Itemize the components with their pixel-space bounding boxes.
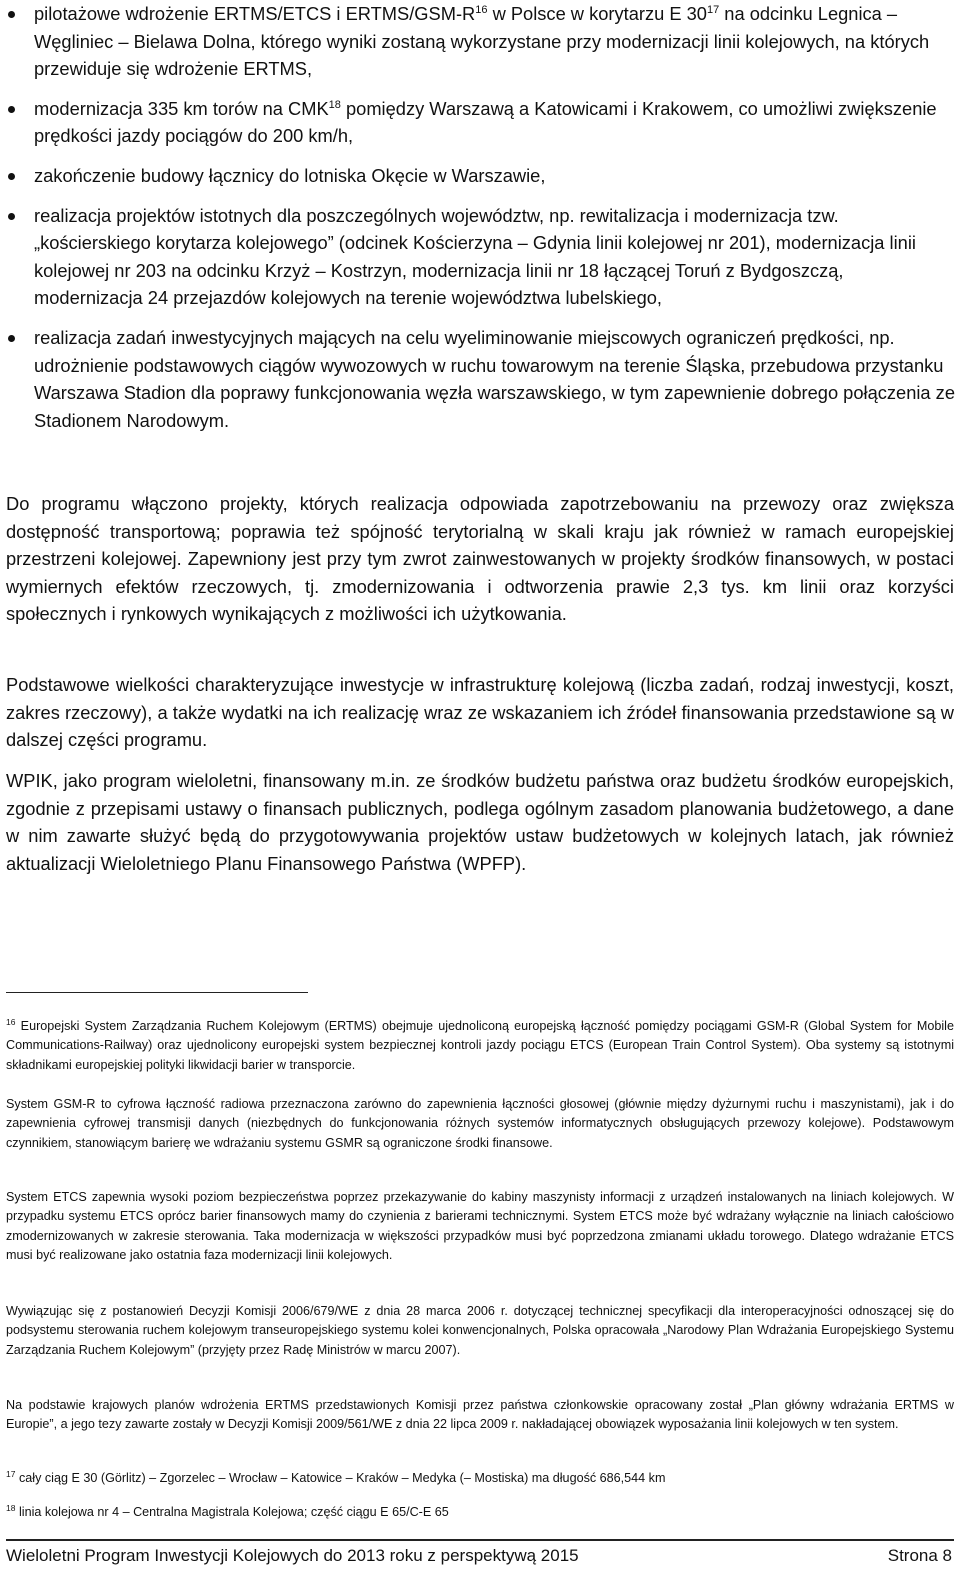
footnote-ref[interactable]: 16 <box>475 3 488 16</box>
bullet-list <box>8 0 956 446</box>
list-item-text: realizacja zadań inwestycyjnych mających na celu wyeliminowanie miejscowych ograniczeń prędkości, np. udrożnienie podstawowych ciągów wywozowych w ruchu towarowym na terenie Śląska, przebudowa przystanku Warszawa Stadion dla poprawy funkcjonowania węzła warszawskiego, w tym zapewnienie dobrego połączenia ze Stadionem Narodowym. <box>34 326 955 431</box>
list-item <box>8 202 956 312</box>
footnote-text: Europejski System Zarządzania Ruchem Kolejowym (ERTMS) obejmuje ujednoliconą europejską łączność pomiędzy pociągami GSM-R (Global System for Mobile Communications-Railway) oraz ujednolicony europejski system bezpiecznej kontroli jazdy pociągu ETCS (European Train Control System). Oba systemy są istotnymi składnikami europejskiej polityki likwidacji barier w transporcie. <box>6 1019 954 1072</box>
footnote-16-gsmr: System GSM-R to cyfrowa łączność radiowa przeznaczona zarówno do zapewnienia łączności głosowej (głównie między dyżurnymi ruchu i maszynistami), jak i do zapewnienia cyfrowej transmisji danych (niezbędnych do funkcjonowania różnych systemów informatycznych obsługujących przewozy kolejowe). Podstawowym czynnikiem, stanowiącym barierę we wdrażaniu systemu GSMR są ograniczone środki finansowe. <box>6 1097 954 1150</box>
bullet-icon <box>8 11 15 18</box>
list-item <box>8 95 956 150</box>
list-item-text: pomiędzy Warszawą a Katowicami i Krakowem, co umożliwi zwiększenie prędkości jazdy pociągów do 200 km/h, <box>34 97 937 147</box>
body-paragraph: Podstawowe wielkości charakteryzujące inwestycje w infrastrukturę kolejową (liczba zadań, rodzaj inwestycji, koszt, zakres rzeczowy), a także wydatki na ich realizację wraz ze wskazaniem ich źródeł finansowania przedstawione są w dalszej części programu. <box>6 674 954 751</box>
footnote-number: 17 <box>6 1468 16 1479</box>
footnote-number: 16 <box>6 1016 16 1027</box>
bullet-icon <box>8 335 15 342</box>
footnote-18 <box>6 1503 954 1522</box>
list-item-text: realizacja projektów istotnych dla poszczególnych województw, np. rewitalizacja i modernizacja tzw. „kościerskiego korytarza kolejowego” (odcinek Kościerzyna – Gdynia linii kolejowej nr 201), modernizacja linii kolejowej nr 203 na odcinku Krzyż – Kostrzyn, modernizacja linii nr 18 łączącej Toruń z Bydgoszczą, modernizacja 24 przejazdów kolejowych na terenie województwa lubelskiego, <box>34 204 916 309</box>
list-item <box>8 324 956 434</box>
bullet-icon <box>8 213 15 220</box>
body-paragraph: WPIK, jako program wieloletni, finansowany m.in. ze środków budżetu państwa oraz budżetu środków europejskich, zgodnie z przepisami ustawy o finansach publicznych, podlega ogólnym zasadom planowania budżetowego, a dane w nim zawarte służyć będą do przygotowywania projektów ustaw budżetowych w kolejnych latach, jak również aktualizacji Wieloletniego Planu Finansowego Państwa (WPFP). <box>6 770 954 874</box>
bullet-icon <box>8 173 15 180</box>
list-item-text: na odcinku Legnica – Węgliniec – Bielawa Dolna, którego wyniki zostaną wykorzystane przy modernizacji linii kolejowych, na których przewiduje się wdrożenie ERTMS, <box>34 3 930 80</box>
footer-title: Wieloletni Program Inwestycji Kolejowych do 2013 roku z perspektywą 2015 <box>6 1546 579 1565</box>
footnote-separator <box>6 992 308 993</box>
list-item-text: pilotażowe wdrożenie ERTMS/ETCS i ERTMS/GSM-R <box>34 3 476 24</box>
footnote-ref[interactable]: 17 <box>706 3 720 16</box>
footer-separator <box>6 1539 954 1541</box>
list-item <box>8 162 956 190</box>
footnote-16-etcs: System ETCS zapewnia wysoki poziom bezpieczeństwa poprzez przekazywanie do kabiny maszynisty informacji z urządzeń instalowanych na liniach kolejowych. W przypadku systemu ETCS oprócz barier finansowych mamy do czynienia z barierami technicznymi. System ETCS może być wdrażany wyłącznie na liniach całościowo zmodernizowanych w zakresie sterowania. Taka modernizacja w większości przypadków musi być poprzedzona zmianami układu torowego. Dlatego wdrażanie ETCS musi być realizowane jako ostatnia faza modernizacji linii kolejowych. <box>6 1190 954 1263</box>
bullet-icon <box>8 106 15 113</box>
list-item-text: modernizacja 335 km torów na CMK <box>34 97 329 119</box>
footnote-16-plan: Na podstawie krajowych planów wdrożenia ERTMS przedstawionych Komisji przez państwa członkowskie opracowany został „Plan główny wdrażania ERTMS w Europie”, a jego tezy zawarte zostały w Decyzji Komisji 2009/561/WE z dnia 22 lipca 2009 r. nakładającej obowiązek wyposażania linii kolejowych w ten system. <box>6 1398 954 1432</box>
list-item-text: w Polsce w korytarzu E 30 <box>487 3 707 24</box>
body-paragraph: Do programu włączono projekty, których realizacja odpowiada zapotrzebowaniu na przewozy oraz zwiększa dostępność transportową; poprawia też spójność terytorialną w skali kraju jak również w ramach europejskiej przestrzeni kolejowej. Zapewniony jest przy tym zwrot zainwestowanych w projekty środków finansowych, w postaci wymiernych efektów rzeczowych, tj. zmodernizowania i odtworzenia prawie 2,3 tys. km linii oraz korzyści społecznych i rynkowych wynikających z możliwości ich użytkowania. <box>6 493 954 625</box>
page-number: Strona 8 <box>887 1546 952 1565</box>
footnote-number: 18 <box>6 1502 16 1513</box>
footnote-ref[interactable]: 18 <box>328 98 341 111</box>
list-item-text: zakończenie budowy łącznicy do lotniska Okęcie w Warszawie, <box>34 164 546 186</box>
footnote-16-decision: Wywiązując się z postanowień Decyzji Komisji 2006/679/WE z dnia 28 marca 2006 r. dotyczącej technicznej specyfikacji dla interoperacyjności odnoszącej się do podsystemu sterowania ruchem kolejowym transeuropejskiego systemu kolei konwencjonalnych, Polska opracowała „Narodowy Plan Wdrażania Europejskiego Systemu Zarządzania Ruchem Kolejowym” (przyjęty przez Radę Ministrów w marcu 2007). <box>6 1304 954 1357</box>
list-item <box>8 0 956 83</box>
footnote-17 <box>6 1469 954 1488</box>
footnote-text: cały ciąg E 30 (Görlitz) – Zgorzelec – Wrocław – Katowice – Kraków – Medyka (– Mostiska) ma długość 686,544 km <box>15 1471 666 1485</box>
footnote-text: linia kolejowa nr 4 – Centralna Magistrala Kolejowa; część ciągu E 65/C-E 65 <box>15 1505 449 1519</box>
footnote-16 <box>6 1017 954 1075</box>
